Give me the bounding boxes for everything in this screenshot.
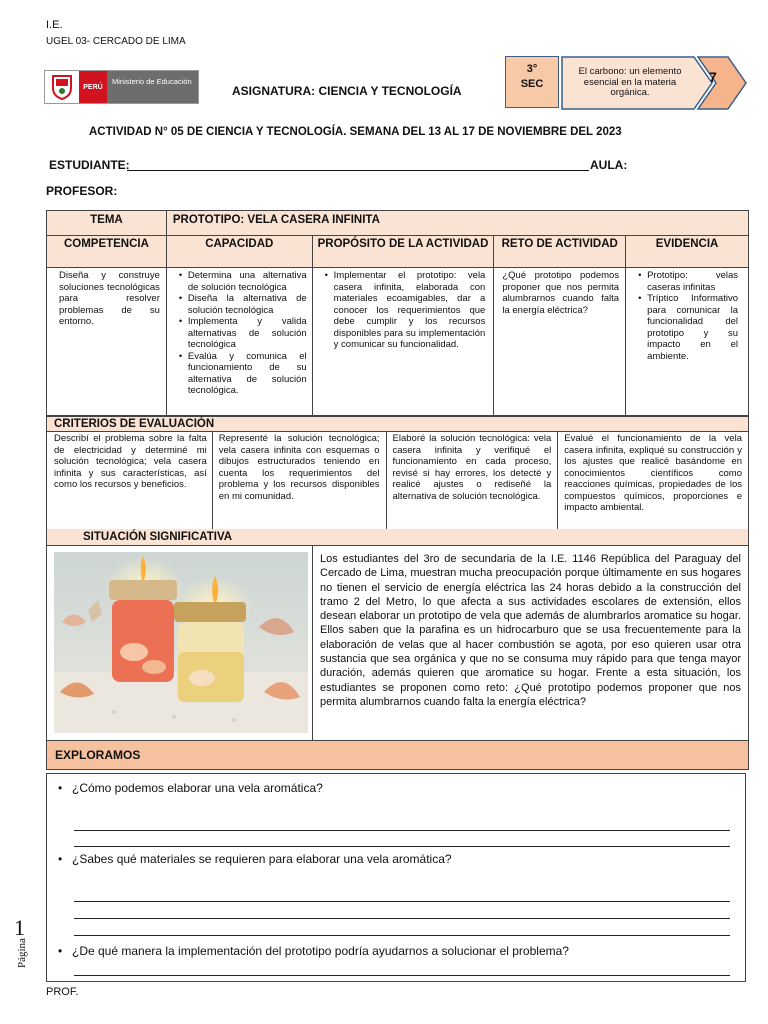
header-competencia: COMPETENCIA	[47, 236, 167, 268]
activity-table	[46, 210, 749, 416]
criterio-4: Evalué el funcionamiento de la vela casera infinita, expliqué su construcción y los ajustes que realicé basándome en conocimientos científicos como reacciones químicas, propiedades de los compuestos químicos, proporciones e impacto ambiental.	[558, 432, 749, 530]
coat-of-arms-icon	[45, 71, 79, 103]
capacidad-item: • Determina una alternativa de solución tecnológica	[181, 270, 307, 293]
student-label: ESTUDIANTE:	[49, 158, 130, 172]
ministry-logo	[44, 70, 199, 104]
evidencia-item: • Tríptico Informativo para comunicar la funcionalidad del prototipo y su impacto en el ambiente.	[640, 293, 738, 362]
subject-title: ASIGNATURA: CIENCIA Y TECNOLOGÍA	[232, 84, 462, 98]
school-label: I.E.	[46, 19, 63, 31]
header-capacidad: CAPACIDAD	[166, 236, 312, 268]
activity-title: ACTIVIDAD N° 05 DE CIENCIA Y TECNOLOGÍA. SEMANA DEL 13 AL 17 DE NOVIEMBRE DEL 2023	[89, 126, 622, 138]
student-name-line[interactable]	[127, 170, 589, 171]
answer-line[interactable]	[74, 830, 730, 831]
tema-value: PROTOTIPO: VELA CASERA INFINITA	[166, 211, 748, 236]
capacidad-cell	[166, 268, 312, 416]
situacion-table	[46, 545, 749, 741]
criterios-table	[46, 431, 749, 530]
evidencia-cell	[626, 268, 749, 416]
answer-line[interactable]	[74, 935, 730, 936]
situacion-label: SITUACIÓN SIGNIFICATIVA	[46, 529, 749, 545]
ugel-label: UGEL 03- CERCADO DE LIMA	[46, 36, 186, 47]
criterio-2: Representé la solución tecnológica; vela casera infinita con esquemas o dibujos estructurados teniendo en cuenta los requerimientos del problema y los recursos disponibles en mi comunidad.	[212, 432, 386, 530]
question-1: • ¿Cómo podemos elaborar una vela aromática?	[58, 781, 323, 795]
classroom-label: AULA:	[590, 158, 628, 172]
proposito-cell	[312, 268, 494, 416]
exploramos-label: EXPLORAMOS	[46, 740, 749, 770]
answer-line[interactable]	[74, 975, 730, 976]
competencia-text: Diseña y construye soluciones tecnológicas para resolver problemas de su entorno.	[47, 268, 167, 416]
question-3-text: ¿De qué manera la implementación del prototipo podría ayudarnos a solucionar el problema?	[72, 944, 569, 958]
logo-ministry: Ministerio de Educación	[107, 71, 198, 103]
proposito-text: • Implementar el prototipo: vela casera infinita, elaborada con materiales ecoamigables, dar a conocer los requerimientos que debe cumplir y los recursos disponibles para su implementación y comunicar su funcionalidad.	[327, 270, 486, 351]
capacidad-item: • Diseña la alternativa de solución tecnológica	[181, 293, 307, 316]
capacidad-item: • Evalúa y comunica el funcionamiento de su alternativa de solución tecnológica.	[181, 351, 307, 397]
question-2-text: ¿Sabes qué materiales se requieren para elaborar una vela aromática?	[72, 852, 452, 866]
candles-photo	[54, 552, 308, 733]
header-reto: RETO DE ACTIVIDAD	[494, 236, 626, 268]
header-proposito: PROPÓSITO DE LA ACTIVIDAD	[312, 236, 494, 268]
capacidad-item: • Implementa y valida alternativas de solución tecnológica	[181, 316, 307, 351]
grade-number: 3°	[526, 63, 538, 75]
question-3: • ¿De qué manera la implementación del prototipo podría ayudarnos a solucionar el problema?	[58, 944, 569, 958]
criterio-3: Elaboré la solución tecnológica: vela casera infinita y verifiqué el funcionamiento en cada proceso, revisé si hay errores, los detecté y realicé ajustes o rediseñé la alternativa de solución tecnológica.	[386, 432, 558, 530]
grade-level: SEC	[520, 78, 544, 90]
reto-text: ¿Qué prototipo podemos proponer que nos permita alumbrarnos cuando falta la energía eléctrica?	[494, 268, 626, 416]
logo-country: PERÚ	[79, 71, 107, 103]
criterios-label: CRITERIOS DE EVALUACIÓN	[46, 416, 749, 431]
teacher-label: PROFESOR:	[46, 184, 118, 198]
question-2: • ¿Sabes qué materiales se requieren para elaborar una vela aromática?	[58, 852, 452, 866]
header-evidencia: EVIDENCIA	[626, 236, 749, 268]
answer-line[interactable]	[74, 918, 730, 919]
evidencia-item: • Prototipo: velas caseras infinitas	[640, 270, 738, 293]
situacion-image-cell	[47, 546, 313, 741]
answer-line[interactable]	[74, 846, 730, 847]
page-label: Página	[16, 938, 28, 968]
topic-text: El carbono: un elemento esencial en la materia orgánica.	[578, 66, 682, 98]
footer-prof: PROF.	[46, 986, 79, 998]
criterio-1: Describí el problema sobre la falta de electricidad y determiné mi solución tecnológica; vela casera infinita y sus características, así como los recursos y beneficios.	[47, 432, 213, 530]
question-1-text: ¿Cómo podemos elaborar una vela aromática?	[72, 781, 323, 795]
tema-label: TEMA	[47, 211, 167, 236]
page-number: 1	[14, 915, 25, 940]
grade-box	[505, 56, 559, 108]
situacion-text: Los estudiantes del 3ro de secundaria de la I.E. 1146 República del Paraguay del Cercado de Lima, muestran mucha preocupación porque últimamente en sus hogares no tienen el servicio de energía eléctrica las 24 horas debido a la construcción del tramo 2 del Metro, lo que afecta a sus actividades escolares de extensión, ellos desean elaborar un prototipo de vela que además de alumbrarlos aromatice su hogar. Ellos saben que la parafina es un hidrocarburo que se usa frecuentemente para la elaboración de velas que al hacer combustión se agota, por eso quieren usar otra sustancia que sea orgánica y que no se consuma muy rápido para que tenga mayor duración, además quieren que aromatice su hogar. Frente a esta situación, los estudiantes se proponen como reto: ¿Qué prototipo podemos proponer que nos permita alumbrarnos cuando falta la energía eléctrica?	[313, 546, 749, 741]
unit-number: 7	[709, 69, 717, 85]
answer-line[interactable]	[74, 901, 730, 902]
